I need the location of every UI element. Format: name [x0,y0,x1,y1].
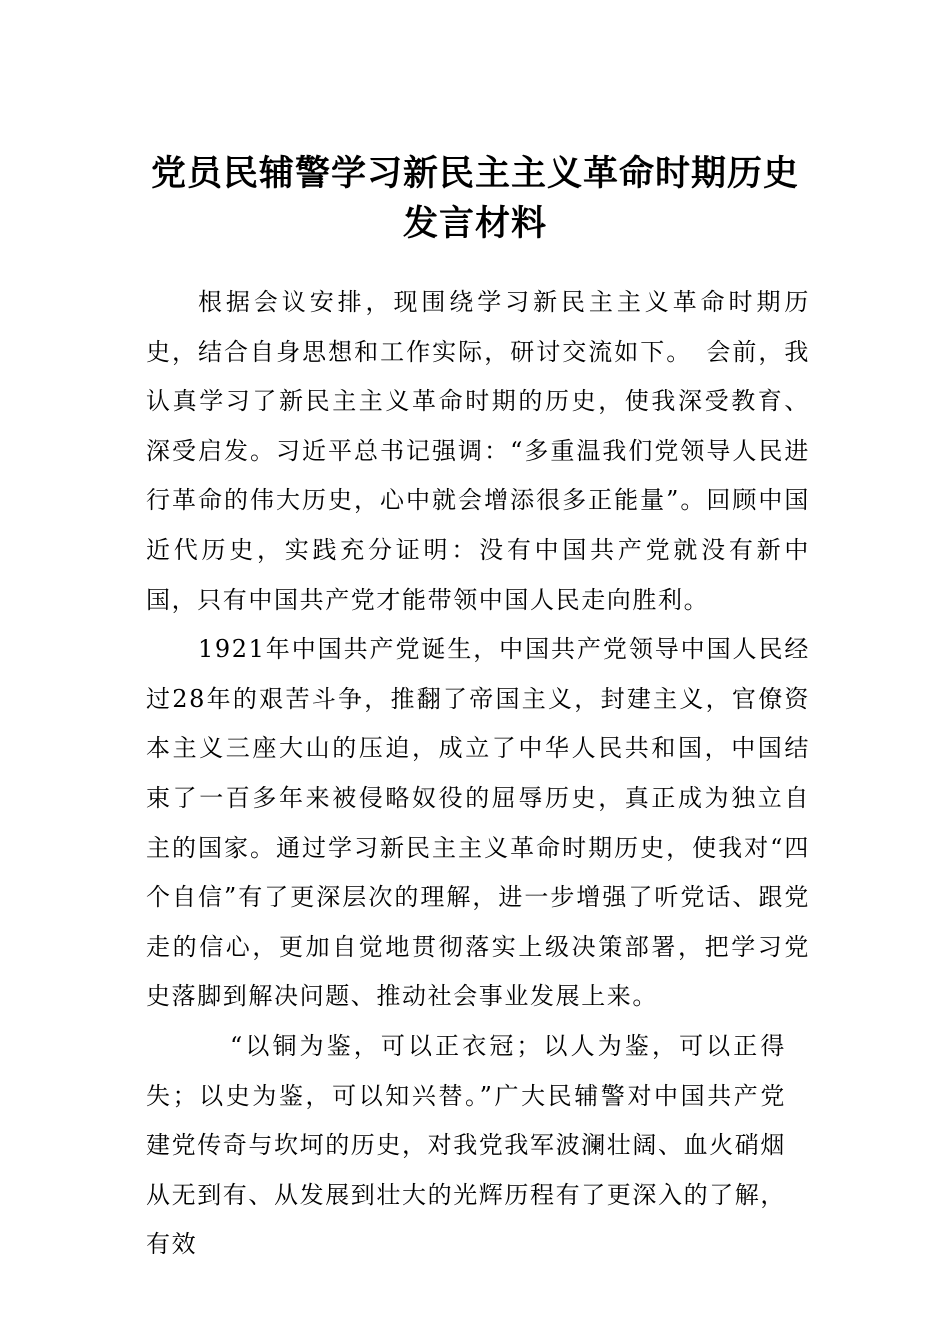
document-body [146,278,810,1270]
paragraph-2: 1921年中国共产党诞生，中国共产党领导中国人民经过28年的艰苦斗争，推翻了帝国主义，封建主义，官僚资本主义三座大山的压迫，成立了中华人民共和国，中国结束了一百多年来被侵略奴役的屈辱历史，真正成为独立自主的国家。通过学习新民主主义革命时期历史，使我对“四个自信”有了更深层次的理解，进一步增强了听党话、跟党走的信心，更加自觉地贯彻落实上级决策部署，把学习党史落脚到解决问题、推动社会事业发展上来。 [146,635,810,1011]
paragraph-1: 根据会议安排，现围绕学习新民主主义革命时期历史，结合自身思想和工作实际，研讨交流如下。 会前，我认真学习了新民主主义革命时期的历史，使我深受教育、深受启发。习近平总书记强调：“多重温我们党领导人民进行革命的伟大历史，心中就会增添很多正能量”。回顾中国近代历史，实践充分证明：没有中国共产党就没有新中国，只有中国共产党才能带领中国人民走向胜利。 [146,288,810,614]
document-title [0,149,950,249]
title-line-1: 党员民辅警学习新民主主义革命时期历史 [150,154,799,195]
paragraph-3: “以铜为鉴，可以正衣冠；以人为鉴，可以正得失；以史为鉴，可以知兴替。”广大民辅警对中国共产党建党传奇与坎坷的历史，对我党我军波澜壮阔、血火硝烟从无到有、从发展到壮大的光辉历程有了更深入的了解，有效 [146,1031,786,1259]
title-line-2: 发言材料 [402,204,547,245]
